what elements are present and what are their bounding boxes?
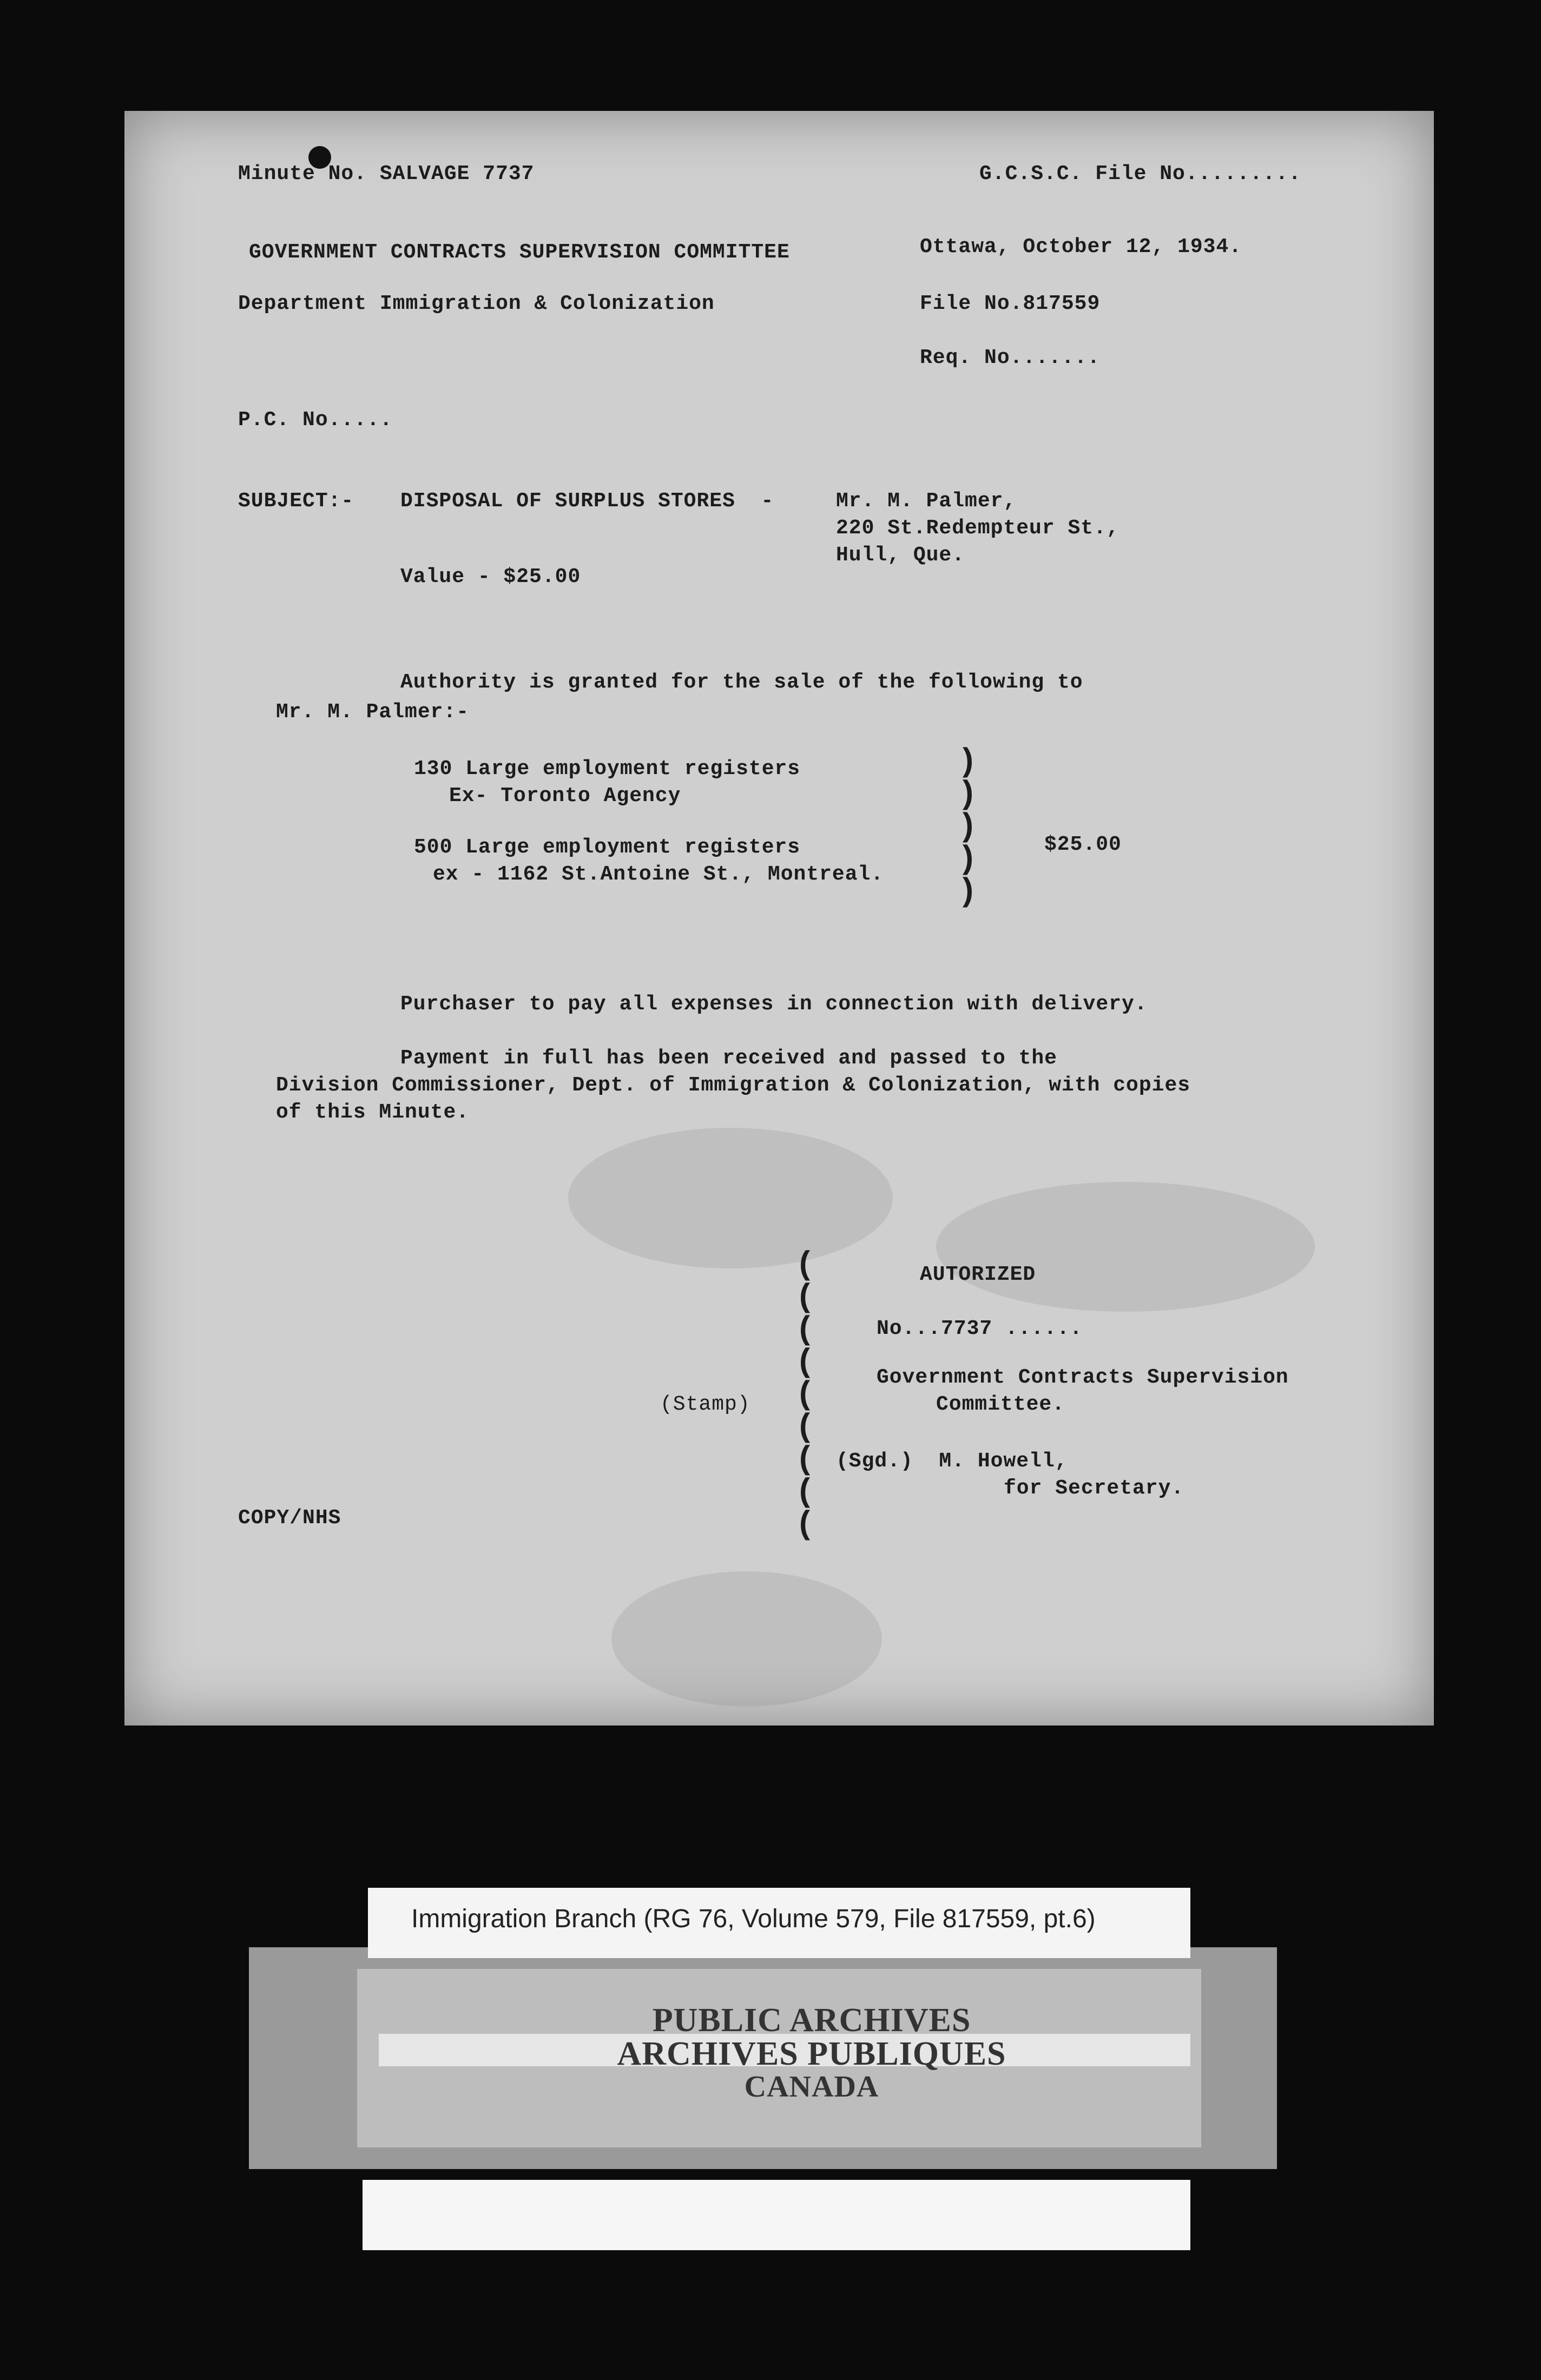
committee-line-2: Committee. <box>936 1393 1065 1416</box>
payment-line-2: Division Commissioner, Dept. of Immigration & Colonization, with copies <box>276 1074 1191 1097</box>
addressee-name: Mr. M. Palmer, <box>836 490 1017 513</box>
document-date: Ottawa, October 12, 1934. <box>920 235 1242 259</box>
pc-number: P.C. No..... <box>238 408 393 432</box>
subject-label: SUBJECT:- <box>238 490 354 513</box>
item-2-line-2: ex - 1162 St.Antoine St., Montreal. <box>433 863 884 886</box>
stamp-placeholder: (Stamp) <box>660 1393 750 1416</box>
items-total: $25.00 <box>1044 833 1122 856</box>
subject-value: Value - $25.00 <box>400 565 581 589</box>
committee-heading: GOVERNMENT CONTRACTS SUPERVISION COMMITTEE <box>249 241 790 264</box>
item-1-line-1: 130 Large employment registers <box>414 757 801 781</box>
authority-line-1: Authority is granted for the sale of the following to <box>400 671 1083 694</box>
copy-notation: COPY/NHS <box>238 1506 341 1530</box>
requisition-number: Req. No....... <box>920 346 1101 369</box>
archive-stamp-line-1: PUBLIC ARCHIVES <box>652 2002 971 2039</box>
signature-bracket: ( ( ( ( ( ( ( ( ( <box>795 1247 815 1544</box>
document-page <box>124 111 1434 1726</box>
purchaser-note: Purchaser to pay all expenses in connection with delivery. <box>400 993 1148 1016</box>
for-secretary: for Secretary. <box>1004 1477 1184 1500</box>
addressee-street: 220 St.Redempteur St., <box>836 517 1119 540</box>
payment-line-1: Payment in full has been received and passed to the <box>400 1047 1057 1070</box>
archive-reference: Immigration Branch (RG 76, Volume 579, File 817559, pt.6) <box>411 1905 1096 1933</box>
addressee-city: Hull, Que. <box>836 544 965 567</box>
subject-text: DISPOSAL OF SURPLUS STORES - <box>400 490 774 513</box>
department-line: Department Immigration & Colonization <box>238 292 715 315</box>
minute-number: Minute No. SALVAGE 7737 <box>238 162 535 186</box>
signed-by: (Sgd.) M. Howell, <box>836 1450 1068 1473</box>
authorized-heading: AUTORIZED <box>920 1263 1036 1286</box>
archive-stamp-line-3: CANADA <box>744 2070 879 2104</box>
item-1-line-2: Ex- Toronto Agency <box>449 784 681 808</box>
payment-line-3: of this Minute. <box>276 1101 470 1124</box>
item-bracket: ) ) ) ) ) <box>958 744 978 911</box>
authorization-number: No...7737 ...... <box>877 1317 1083 1340</box>
file-number: File No.817559 <box>920 292 1101 315</box>
authority-line-2: Mr. M. Palmer:- <box>276 700 470 724</box>
item-2-line-1: 500 Large employment registers <box>414 836 801 859</box>
archive-stamp-line-2: ARCHIVES PUBLIQUES <box>617 2035 1006 2072</box>
bottom-label-strip <box>363 2180 1190 2250</box>
committee-line-1: Government Contracts Supervision <box>877 1366 1289 1389</box>
gcsc-file-number: G.C.S.C. File No......... <box>979 162 1302 186</box>
